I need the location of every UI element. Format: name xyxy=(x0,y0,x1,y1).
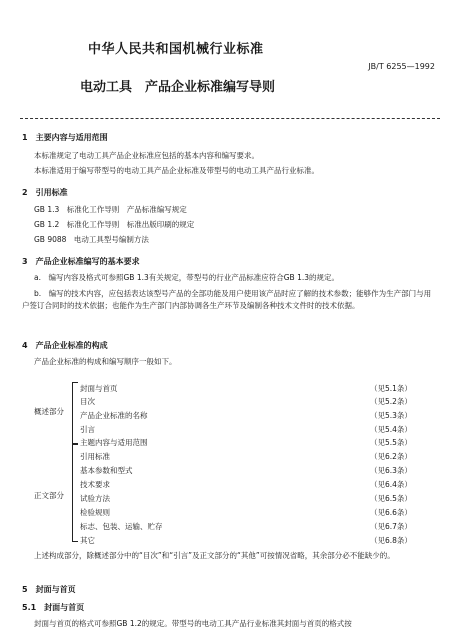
document-title: 电动工具 产品企业标准编写导则 xyxy=(80,80,276,95)
toc-reference: （见6.5条） xyxy=(370,494,412,503)
toc-row xyxy=(80,521,430,533)
toc-row xyxy=(80,493,430,505)
group-label-body: 正文部分 xyxy=(34,491,64,500)
header-divider xyxy=(20,118,440,119)
section-1-paragraph: 本标准规定了电动工具产品企业标准应包括的基本内容和编写要求。 xyxy=(34,151,259,160)
toc-reference: （见6.8条） xyxy=(370,536,412,545)
toc-row xyxy=(80,383,430,395)
section-1-heading: 1 主要内容与适用范围 xyxy=(22,133,108,142)
toc-row xyxy=(80,465,430,477)
toc-label: 目次 xyxy=(80,397,95,406)
toc-label: 封面与首页 xyxy=(80,384,118,393)
toc-reference: （见6.7条） xyxy=(370,522,412,531)
reference-item: GB 9088 电动工具型号编制方法 xyxy=(34,235,149,244)
toc-reference: （见6.2条） xyxy=(370,452,412,461)
toc-row xyxy=(80,424,430,436)
toc-reference: （见6.6条） xyxy=(370,508,412,517)
reference-item: GB 1.3 标准化工作导则 产品标准编写规定 xyxy=(34,205,187,214)
toc-label: 引言 xyxy=(80,425,95,434)
toc-reference: （见5.5条） xyxy=(370,438,412,447)
section-4-intro: 产品企业标准的构成和编写顺序一般如下。 xyxy=(34,357,177,366)
toc-reference: （见5.4条） xyxy=(370,425,412,434)
toc-reference: （见5.1条） xyxy=(370,384,412,393)
section-5-heading: 5 封面与首页 xyxy=(22,585,76,594)
group-label-overview: 概述部分 xyxy=(34,407,64,416)
toc-label: 技术要求 xyxy=(80,480,110,489)
toc-reference: （见6.4条） xyxy=(370,480,412,489)
toc-row xyxy=(80,437,430,449)
section-2-heading: 2 引用标准 xyxy=(22,188,68,197)
section-4-heading: 4 产品企业标准的构成 xyxy=(22,341,108,350)
toc-label: 其它 xyxy=(80,536,95,545)
toc-row xyxy=(80,507,430,519)
toc-reference: （见5.3条） xyxy=(370,411,412,420)
section-3-heading: 3 产品企业标准编写的基本要求 xyxy=(22,257,140,266)
toc-label: 产品企业标准的名称 xyxy=(80,411,148,420)
section-4-note: 上述构成部分，除概述部分中的“目次”和“引言”及正文部分的“其他”可按情况省略，其余部分必不能缺少的。 xyxy=(34,551,395,560)
toc-label: 引用标准 xyxy=(80,452,110,461)
toc-row xyxy=(80,396,430,408)
toc-label: 检验规则 xyxy=(80,508,110,517)
toc-label: 主题内容与适用范围 xyxy=(80,438,148,447)
section-5-1-paragraph: 封面与首页的格式可参照GB 1.2的规定。带型号的电动工具产品行业标准其封面与首页的格式按 xyxy=(34,619,352,628)
toc-label: 标志、包装、运输、贮存 xyxy=(80,522,163,531)
overview-brace xyxy=(72,382,78,444)
reference-item: GB 1.2 标准化工作导则 标准出版印刷的规定 xyxy=(34,220,195,229)
toc-row xyxy=(80,410,430,422)
toc-row xyxy=(80,535,430,547)
section-3-item-a: a. 编写内容及格式可参照GB 1.3有关规定，带型号的行业产品标准应符合GB 1.3的规定。 xyxy=(34,273,340,282)
toc-label: 试验方法 xyxy=(80,494,110,503)
body-brace xyxy=(72,444,78,542)
toc-label: 基本参数和型式 xyxy=(80,466,133,475)
standard-number: JB/T 6255—1992 xyxy=(368,62,435,71)
toc-row xyxy=(80,479,430,491)
toc-reference: （见5.2条） xyxy=(370,397,412,406)
section-5-1-heading: 5.1 封面与首页 xyxy=(22,603,85,612)
toc-row xyxy=(80,451,430,463)
org-title: 中华人民共和国机械行业标准 xyxy=(88,42,264,57)
toc-reference: （见6.3条） xyxy=(370,466,412,475)
section-3-item-b: b. 编写的技术内容，应包括表达该型号产品的全部功能及用户使用该产品时应了解的技术参数；能够作为生产部门与用户签订合同时的技术依据；也能作为生产部门内部协调各生产环节及编制各种技术文件时的技术依据。 xyxy=(22,289,432,310)
section-1-paragraph: 本标准适用于编写带型号的电动工具产品企业标准及带型号的电动工具产品行业标准。 xyxy=(34,166,319,175)
